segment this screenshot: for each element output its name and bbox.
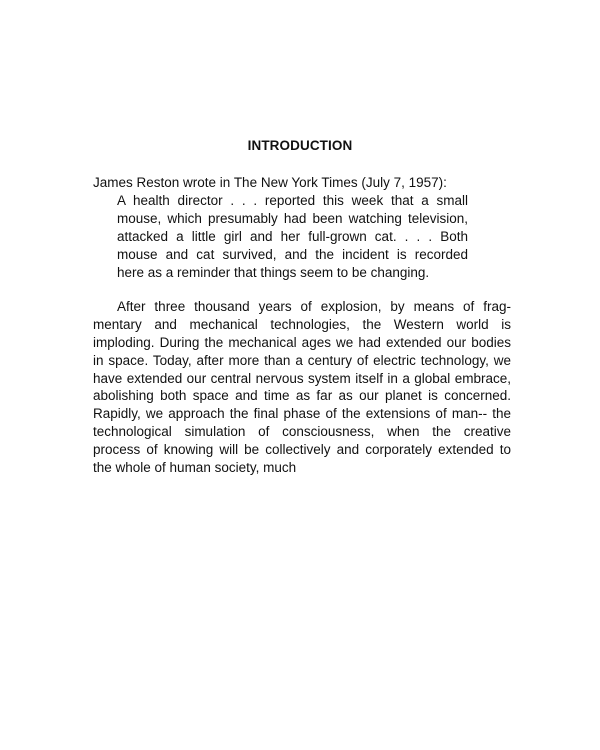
quote-line: here as a reminder that things seem to be changing. [117,264,430,280]
paragraph-line: the whole of human society, much [93,460,297,476]
block-quote [117,192,468,281]
paragraph-line: After three thousand years of explosion, by means of frag- [117,299,511,314]
paragraph-line: abolishing both space and time as far as our planet is concerned. [93,388,511,404]
paragraph-line: technological simulation of consciousness, when the creative [93,424,511,440]
paragraph-line: imploding. During the mechanical ages we had extended our bodies [93,334,511,350]
paragraph-line: Rapidly, we approach the final phase of the extensions of man-- the [93,406,511,422]
quote-line: mouse and cat survived, and the incident is recorded [117,246,468,262]
page-title: INTRODUCTION [247,138,353,153]
quote-line: mouse, which presumably had been watching television, [117,210,468,226]
paragraph-line: in space. Today, after more than a century of electric technology, we [93,352,511,368]
body-paragraph [93,298,511,477]
paragraph-line: mentary and mechanical technologies, the Western world is [93,316,511,332]
paragraph-line: process of knowing will be collectively and corporately extended to [93,442,511,458]
quote-line: attacked a little girl and her full-grown cat. . . . Both [117,228,468,244]
quote-line: A health director . . . reported this week that a small [117,193,468,208]
intro-line: James Reston wrote in The New York Times (July 7, 1957): [93,175,447,190]
paragraph-line: have extended our central nervous system itself in a global embrace, [93,370,511,386]
